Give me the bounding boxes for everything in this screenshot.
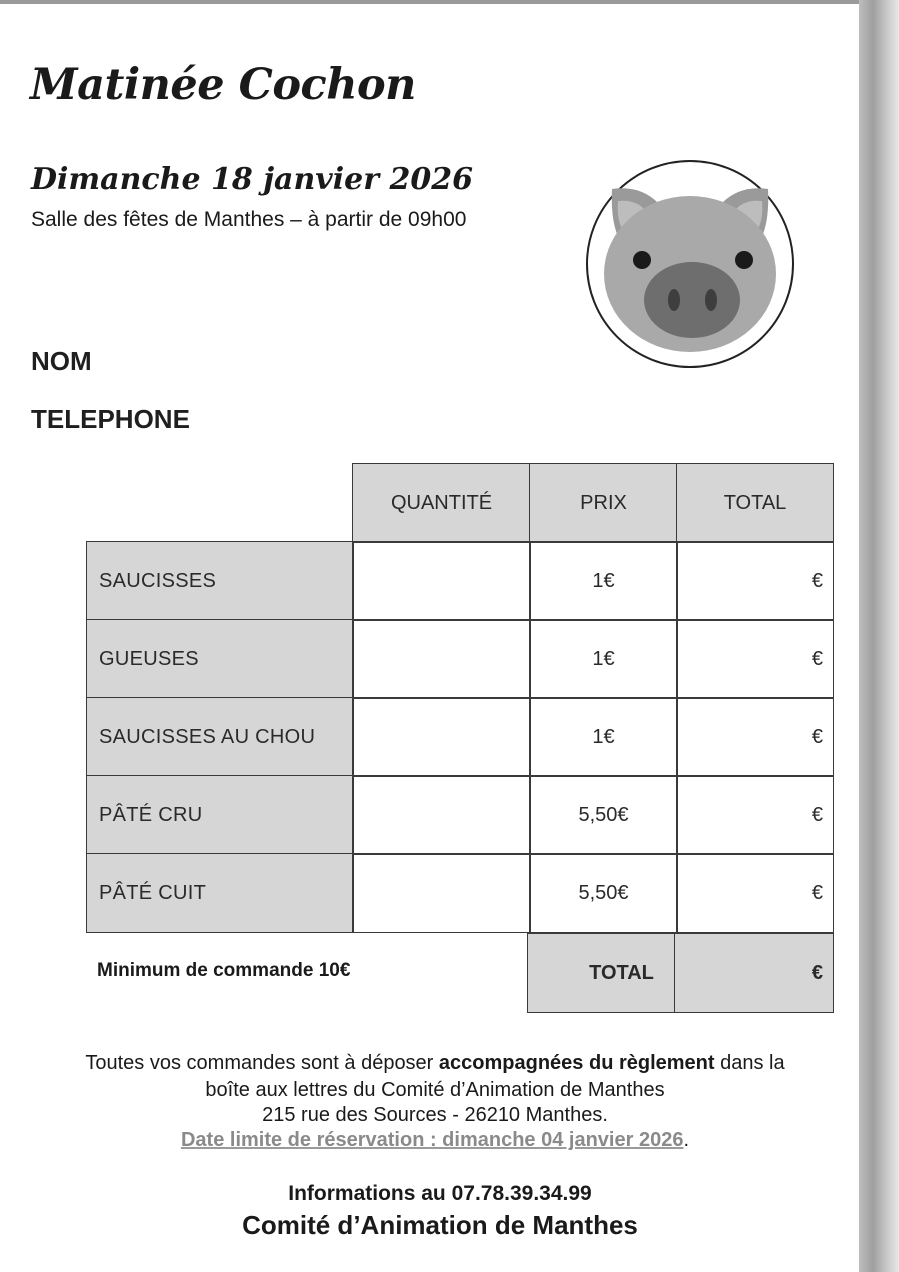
pig-eye-left — [633, 251, 651, 269]
quantity-input-saucisses[interactable] — [352, 541, 531, 621]
instructions-line-1 — [20, 1052, 850, 1075]
pig-icon — [584, 159, 796, 369]
grand-total-label: TOTAL — [527, 933, 676, 1013]
total-saucisses[interactable]: € — [676, 541, 834, 621]
reservation-deadline: Date limite de réservation : dimanche 04 janvier 2026 — [180, 1129, 684, 1151]
product-saucisses-au-chou: SAUCISSES AU CHOU — [86, 697, 354, 777]
pig-nostril-right — [705, 289, 717, 311]
instructions-suffix: dans la — [714, 1052, 785, 1074]
phone-field-label: TELEPHONE — [31, 404, 190, 434]
name-field-label: NOM — [31, 346, 92, 376]
quantity-input-pate-cuit[interactable] — [352, 853, 531, 933]
total-gueuses[interactable]: € — [676, 619, 834, 699]
quantity-input-gueuses[interactable] — [352, 619, 531, 699]
deadline-period: . — [683, 1129, 689, 1151]
product-gueuses: GUEUSES — [86, 619, 354, 699]
scan-edge-top — [0, 0, 862, 4]
product-saucisses: SAUCISSES — [86, 541, 354, 621]
product-pate-cru: PÂTÉ CRU — [86, 775, 354, 855]
price-saucisses-au-chou: 1€ — [529, 697, 678, 777]
contact-info: Informations au 07.78.39.34.99 — [288, 1182, 592, 1205]
instructions-line-2: boîte aux lettres du Comité d’Animation de Manthes — [205, 1079, 665, 1101]
price-pate-cru: 5,50€ — [529, 775, 678, 855]
quantity-input-pate-cru[interactable] — [352, 775, 531, 855]
header-total: TOTAL — [676, 463, 834, 543]
event-date: Dimanche 18 janvier 2026 — [31, 162, 473, 197]
price-saucisses: 1€ — [529, 541, 678, 621]
quantity-input-saucisses-au-chou[interactable] — [352, 697, 531, 777]
product-pate-cuit: PÂTÉ CUIT — [86, 853, 354, 933]
minimum-order-note: Minimum de commande 10€ — [97, 960, 351, 981]
address: 215 rue des Sources - 26210 Manthes. — [262, 1104, 608, 1126]
event-title: Matinée Cochon — [30, 60, 416, 110]
header-price: PRIX — [529, 463, 678, 543]
grand-total-value[interactable]: € — [674, 933, 834, 1013]
pig-nostril-left — [668, 289, 680, 311]
total-pate-cru[interactable]: € — [676, 775, 834, 855]
total-pate-cuit[interactable]: € — [676, 853, 834, 933]
pig-snout — [644, 262, 740, 338]
price-pate-cuit: 5,50€ — [529, 853, 678, 933]
scan-edge-right — [859, 0, 899, 1272]
instructions-prefix: Toutes vos commandes sont à déposer — [85, 1052, 439, 1074]
total-saucisses-au-chou[interactable]: € — [676, 697, 834, 777]
header-quantity: QUANTITÉ — [352, 463, 531, 543]
deadline-line — [20, 1129, 850, 1152]
instructions-bold: accompagnées du règlement — [438, 1052, 715, 1074]
organization-name: Comité d’Animation de Manthes — [242, 1210, 638, 1240]
price-gueuses: 1€ — [529, 619, 678, 699]
pig-eye-right — [735, 251, 753, 269]
event-venue: Salle des fêtes de Manthes – à partir de 09h00 — [31, 208, 467, 231]
